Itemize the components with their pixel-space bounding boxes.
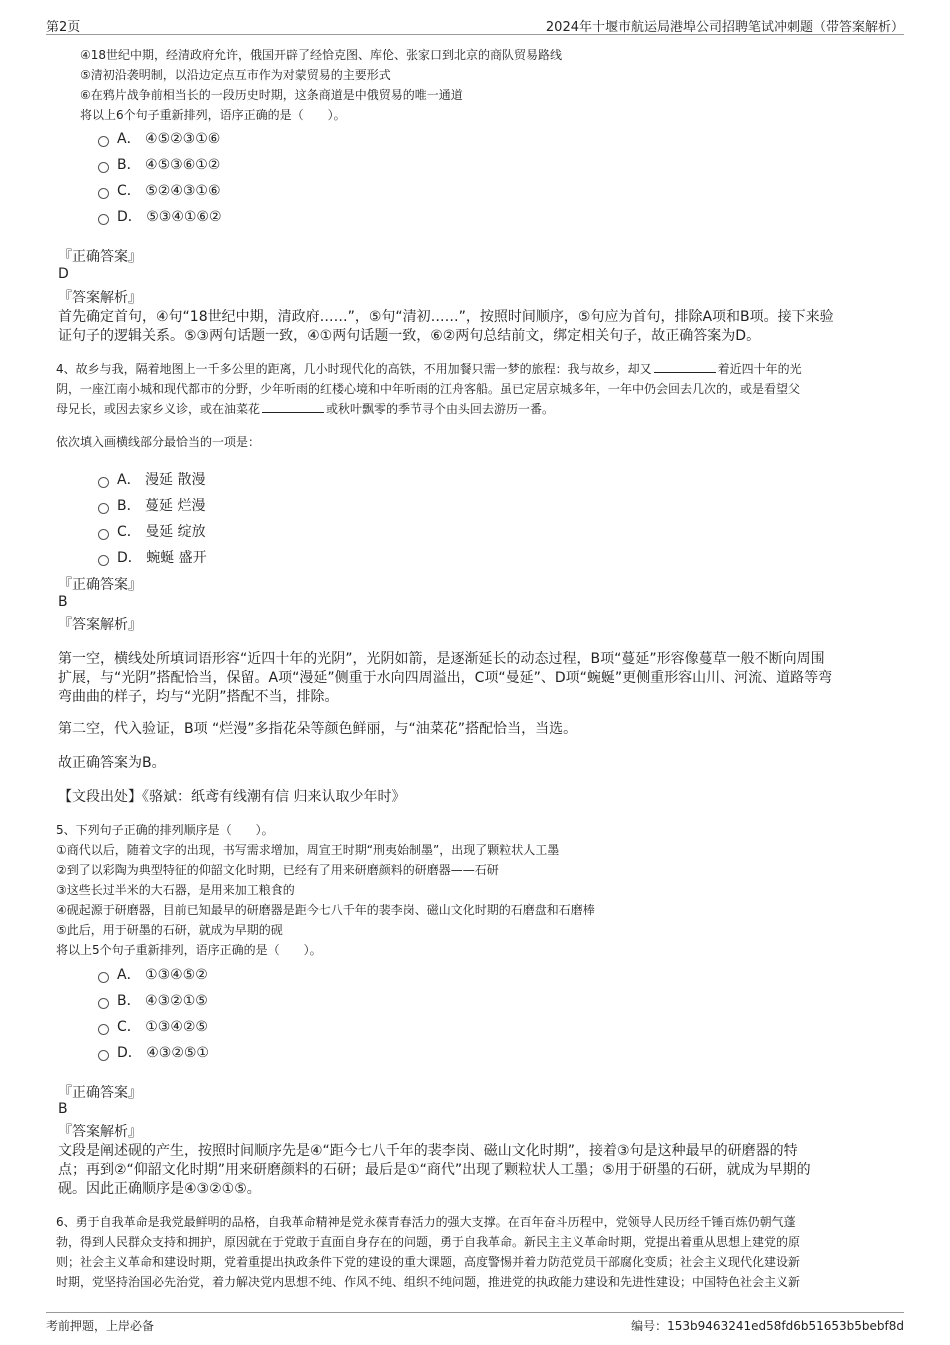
radio-icon[interactable] — [98, 1024, 109, 1035]
fill-blank-2[interactable] — [262, 401, 324, 413]
q6-stem-line: 时期，党坚持治国必先治党，着力解决党内思想不纯、作风不纯、组织不纯问题，推进党的执政能力建设和先进性建设；中国特色社会主义新 — [56, 1275, 801, 1289]
radio-icon[interactable] — [98, 503, 109, 514]
q3-option-a[interactable]: A． ④⑤②③①⑥ — [98, 128, 220, 148]
q4-analysis-line: 弯曲曲的样子，均与“光阴”搭配不当，排除。 — [58, 689, 339, 705]
q4-answer-label: 『正确答案』 — [58, 577, 142, 593]
radio-icon[interactable] — [98, 972, 109, 983]
q5-sentence-4: ④砚起源于研磨器，目前已知最早的研磨器是距今七八千年的裴李岗、磁山文化时期的石磨盘和石磨棒 — [56, 903, 595, 917]
q4-analysis-line: 扩展，与“光阴”搭配恰当，保留。A项“漫延”侧重于水向四周溢出，C项“曼延”、D项“蜿蜒”更侧重形容山川、河流、道路等弯 — [58, 670, 833, 686]
q5-option-d[interactable]: D． ④③②⑤① — [98, 1042, 209, 1062]
footer-slogan: 考前押题，上岸必备 — [46, 1319, 155, 1333]
q5-analysis-line: 砚。因此正确顺序是④③②①⑤。 — [58, 1181, 261, 1197]
q3-option-d[interactable]: D． ⑤③④①⑥② — [98, 206, 222, 226]
q5-prompt: 将以上5个句子重新排列，语序正确的是（ ）。 — [56, 943, 322, 957]
q5-stem: 5、下列句子正确的排列顺序是（ ）。 — [56, 823, 274, 837]
radio-icon[interactable] — [98, 529, 109, 540]
fill-blank-1[interactable] — [654, 361, 716, 373]
q6-stem-line: 则；社会主义革命和建设时期，党着重提出执政条件下党的建设的重大课题，高度警惕并着力防范党员干部腐化变质；社会主义现代化建设新 — [56, 1255, 801, 1269]
q5-analysis-label: 『答案解析』 — [58, 1124, 142, 1140]
q4-analysis-line: 第一空，横线处所填词语形容“近四十年的光阴”，光阴如箭，是逐渐延长的动态过程，B项“蔓延”形容像蔓草一般不断向周围 — [58, 651, 825, 667]
q5-option-a[interactable]: A． ①③④⑤② — [98, 964, 208, 984]
radio-icon[interactable] — [98, 188, 109, 199]
q4-analysis-para-2: 第二空，代入验证，B项 “烂漫”多指花朵等颜色鲜丽，与“油菜花”搭配恰当，当选。 — [58, 721, 578, 737]
q3-sentence-6: ⑥在鸦片战争前相当长的一段历史时期，这条商道是中俄贸易的唯一通道 — [80, 88, 463, 102]
q3-sentence-5: ⑤清初沿袭明制，以沿边定点互市作为对蒙贸易的主要形式 — [80, 68, 391, 82]
q3-answer: D — [58, 266, 69, 282]
page-header — [46, 14, 904, 35]
q3-prompt: 将以上6个句子重新排列，语序正确的是（ ）。 — [80, 108, 346, 122]
q4-option-d[interactable]: D． 蜿蜒 盛开 — [98, 547, 207, 567]
q3-option-b[interactable]: B． ④⑤③⑥①② — [98, 154, 220, 174]
q5-option-c[interactable]: C． ①③④②⑤ — [98, 1016, 208, 1036]
q5-answer-label: 『正确答案』 — [58, 1085, 142, 1101]
q4-answer: B — [58, 594, 68, 610]
q5-sentence-2: ②到了以彩陶为典型特征的仰韶文化时期，已经有了用来研磨颜料的研磨器——石研 — [56, 863, 499, 877]
radio-icon[interactable] — [98, 477, 109, 488]
q5-analysis-line: 文段是阐述砚的产生，按照时间顺序先是④“距今七八千年的裴李岗、磁山文化时期”，接着③句是这种最早的研磨器的特 — [58, 1143, 798, 1159]
q4-analysis-label: 『答案解析』 — [58, 617, 142, 633]
radio-icon[interactable] — [98, 162, 109, 173]
radio-icon[interactable] — [98, 214, 109, 225]
q5-answer: B — [58, 1101, 68, 1117]
q3-analysis-line: 证句子的逻辑关系。⑤③两句话题一致，④①两句话题一致，⑥②两句总结前文，绑定相关句子，故正确答案为D。 — [58, 328, 761, 344]
q3-analysis-line: 首先确定首句，④句“18世纪中期，清政府……”，⑤句“清初……”，按照时间顺序，⑤句应为首句，排除A项和B项。接下来验 — [58, 309, 834, 325]
q3-answer-label: 『正确答案』 — [58, 249, 142, 265]
document-id: 编号：153b9463241ed58fd6b51653b5bebf8d — [631, 1319, 904, 1333]
q3-sentence-4: ④18世纪中期，经清政府允许，俄国开辟了经恰克图、库伦、张家口到北京的商队贸易路线 — [80, 48, 563, 62]
q5-sentence-1: ①商代以后，随着文字的出现，书写需求增加，周宣王时期“刑夷始制墨”，出现了颗粒状人工墨 — [56, 843, 560, 857]
q6-stem-line: 6、勇于自我革命是我党最鲜明的品格，自我革命精神是党永葆青春活力的强大支撑。在百年奋斗历程中，党领导人民历经千锤百炼仍朝气蓬 — [56, 1215, 796, 1229]
q6-stem-line: 勃，得到人民群众支持和拥护，原因就在于党敢于直面自身存在的问题，勇于自我革命。新民主主义革命时期，党提出着重从思想上建党的原 — [56, 1235, 801, 1249]
q4-stem-line-3: 母兄长，或因去家乡义诊，或在油菜花 或秋叶飘零的季节寻个由头回去游历一番。 — [56, 402, 555, 416]
q5-analysis-line: 点；再到②“仰韶文化时期”用来研磨颜料的石研；最后是①“商代”出现了颗粒状人工墨；⑤用于研墨的石研，就成为早期的 — [58, 1162, 811, 1178]
radio-icon[interactable] — [98, 136, 109, 147]
q3-option-c[interactable]: C． ⑤②④③①⑥ — [98, 180, 221, 200]
q4-option-c[interactable]: C． 曼延 绽放 — [98, 521, 206, 541]
q4-source: 【文段出处】《骆斌：纸鸢有线潮有信 归来认取少年时》 — [58, 789, 406, 805]
radio-icon[interactable] — [98, 998, 109, 1009]
q4-prompt: 依次填入画横线部分最恰当的一项是： — [56, 435, 261, 449]
document-title: 2024年十堰市航运局港埠公司招聘笔试冲刺题（带答案解析） — [545, 20, 904, 35]
radio-icon[interactable] — [98, 1050, 109, 1061]
q5-option-b[interactable]: B． ④③②①⑤ — [98, 990, 208, 1010]
q4-option-a[interactable]: A． 漫延 散漫 — [98, 469, 205, 489]
q4-stem-line-1: 4、故乡与我，隔着地图上一千多公里的距离，几小时现代化的高铁，不用加餐只需一梦的旅程：我与故乡，却又 着近四十年的光 — [56, 362, 802, 376]
radio-icon[interactable] — [98, 555, 109, 566]
q5-sentence-3: ③这些长过半米的大石器，是用来加工粮食的 — [56, 883, 295, 897]
q4-stem-line-2: 阴，一座江南小城和现代都市的分野，少年听雨的红楼心境和中年听雨的江舟客船。虽已定居京城多年，一年中仍会回去几次的，或是看望父 — [56, 382, 801, 396]
q4-analysis-para-3: 故正确答案为B。 — [58, 755, 166, 771]
page-footer — [46, 1312, 904, 1333]
q3-analysis-label: 『答案解析』 — [58, 290, 142, 306]
page-number: 第2页 — [46, 20, 81, 35]
q4-option-b[interactable]: B． 蔓延 烂漫 — [98, 495, 206, 515]
q5-sentence-5: ⑤此后，用于研墨的石研，就成为早期的砚 — [56, 923, 283, 937]
